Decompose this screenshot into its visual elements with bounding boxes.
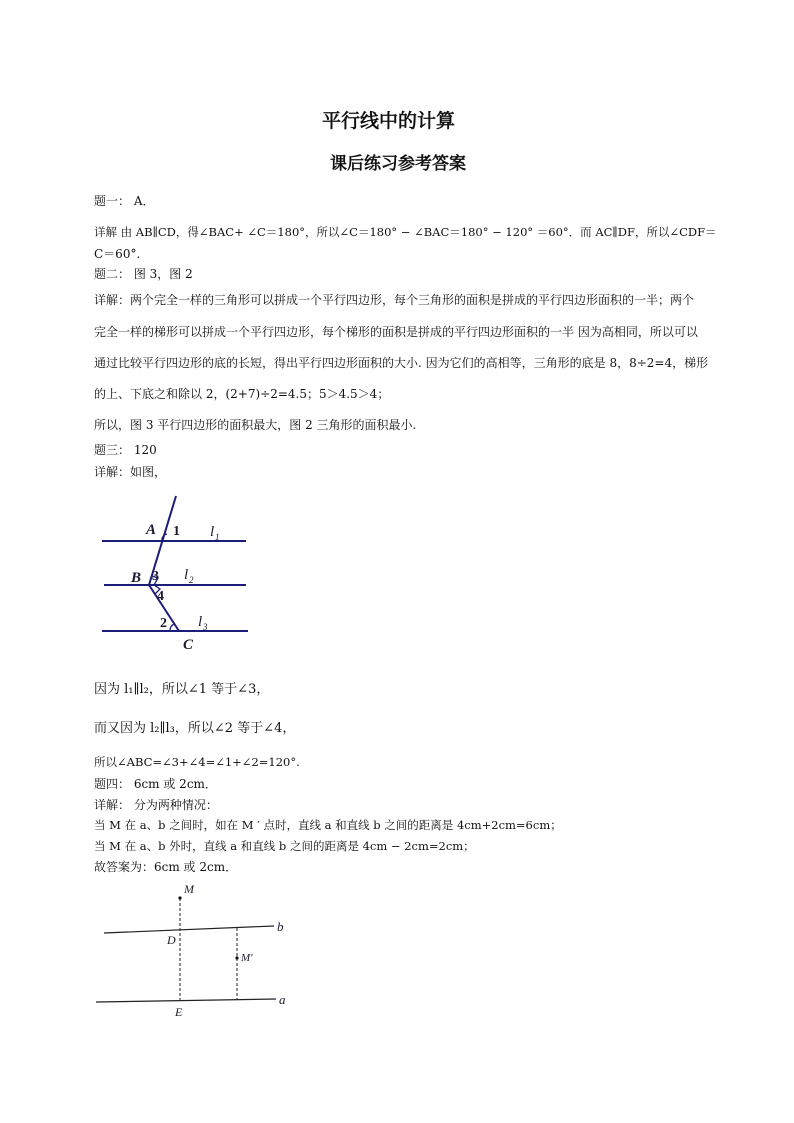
label-l3: l bbox=[198, 614, 203, 630]
label-A: A bbox=[146, 522, 157, 538]
distance-figure bbox=[94, 878, 294, 1023]
label-angle-1: 1 bbox=[173, 524, 180, 539]
line-b bbox=[104, 926, 274, 933]
label-angle-3: 3 bbox=[152, 569, 159, 584]
point-M bbox=[178, 896, 181, 899]
q1-answer: 题一： A． bbox=[94, 194, 155, 208]
q2-line-4: 的上、下底之和除以 2，(2+7)÷2=4.5；5＞4.5＞4； bbox=[94, 387, 390, 401]
q3-line-b: 而又因为 l₂∥l₃，所以∠2 等于∠4， bbox=[94, 721, 296, 736]
transversal-line bbox=[149, 496, 179, 631]
q2-line-1: 详解：两个完全一样的三角形可以拼成一个平行四边形，每个三角形的面积是拼成的平行四边形面积的一半；两个 bbox=[94, 293, 695, 307]
page-subtitle: 课后练习参考答案 bbox=[330, 154, 466, 174]
label-l2: l bbox=[184, 567, 189, 583]
angle-mark-2 bbox=[170, 624, 174, 631]
q3-line-c: 所以∠ABC=∠3+∠4=∠1+∠2=120°. bbox=[94, 755, 300, 769]
parallel-lines-figure bbox=[94, 490, 254, 655]
point-Mp bbox=[235, 956, 238, 959]
label-D: D bbox=[167, 933, 176, 947]
q2-line-2: 完全一样的梯形可以拼成一个平行四边形，每个梯形的面积是拼成的平行四边形面积的一半 因为高相同，所以可以 bbox=[94, 325, 698, 339]
q3-line-a: 因为 l₁∥l₂，所以∠1 等于∠3， bbox=[94, 682, 270, 697]
q1-detail-line2: C＝60°. bbox=[94, 247, 141, 261]
q4-answer: 题四： 6cm 或 2cm． bbox=[94, 777, 217, 791]
q4-case-1: 当 M 在 a、b 之间时，如在 M ′ 点时，直线 a 和直线 b 之间的距离是 4cm+2cm=6cm； bbox=[94, 818, 562, 832]
label-M: M bbox=[184, 882, 194, 896]
q3-detail: 详解：如图， bbox=[94, 465, 167, 479]
label-b: b bbox=[277, 919, 284, 934]
label-C: C bbox=[183, 637, 194, 653]
q2-line-3: 通过比较平行四边形的底的长短，得出平行四边形面积的大小. 因为它们的高相等，三角形的底是 8，8÷2=4，梯形 bbox=[94, 356, 709, 370]
label-l1-sub: 1 bbox=[215, 532, 220, 542]
q4-detail: 详解： 分为两种情况： bbox=[94, 798, 218, 812]
label-Mprime: M′ bbox=[241, 952, 253, 964]
label-angle-4: 4 bbox=[157, 589, 164, 604]
q4-case-2: 当 M 在 a、b 外时，直线 a 和直线 b 之间的距离是 4cm − 2cm=2cm； bbox=[94, 839, 475, 853]
label-l1: l bbox=[210, 524, 215, 540]
line-a bbox=[96, 999, 276, 1002]
q2-line-5: 所以，图 3 平行四边形的面积最大，图 2 三角形的面积最小. bbox=[94, 418, 417, 432]
page-title: 平行线中的计算 bbox=[322, 110, 456, 132]
label-E: E bbox=[175, 1005, 183, 1019]
label-l3-sub: 3 bbox=[203, 622, 208, 632]
q1-detail-line1: 详解 由 AB∥CD，得∠BAC+ ∠C＝180°，所以∠C＝180° − ∠BAC＝180° − 120° ＝60°．而 AC∥DF，所以∠CDF＝ bbox=[94, 225, 717, 239]
label-B: B bbox=[131, 570, 142, 586]
q3-answer: 题三： 120 bbox=[94, 443, 157, 457]
label-a: a bbox=[279, 992, 286, 1007]
q4-conclusion: 故答案为：6cm 或 2cm． bbox=[94, 860, 238, 874]
label-l2-sub: 2 bbox=[189, 575, 194, 585]
label-angle-2: 2 bbox=[160, 616, 167, 631]
q2-answer: 题二： 图 3，图 2 bbox=[94, 267, 193, 281]
